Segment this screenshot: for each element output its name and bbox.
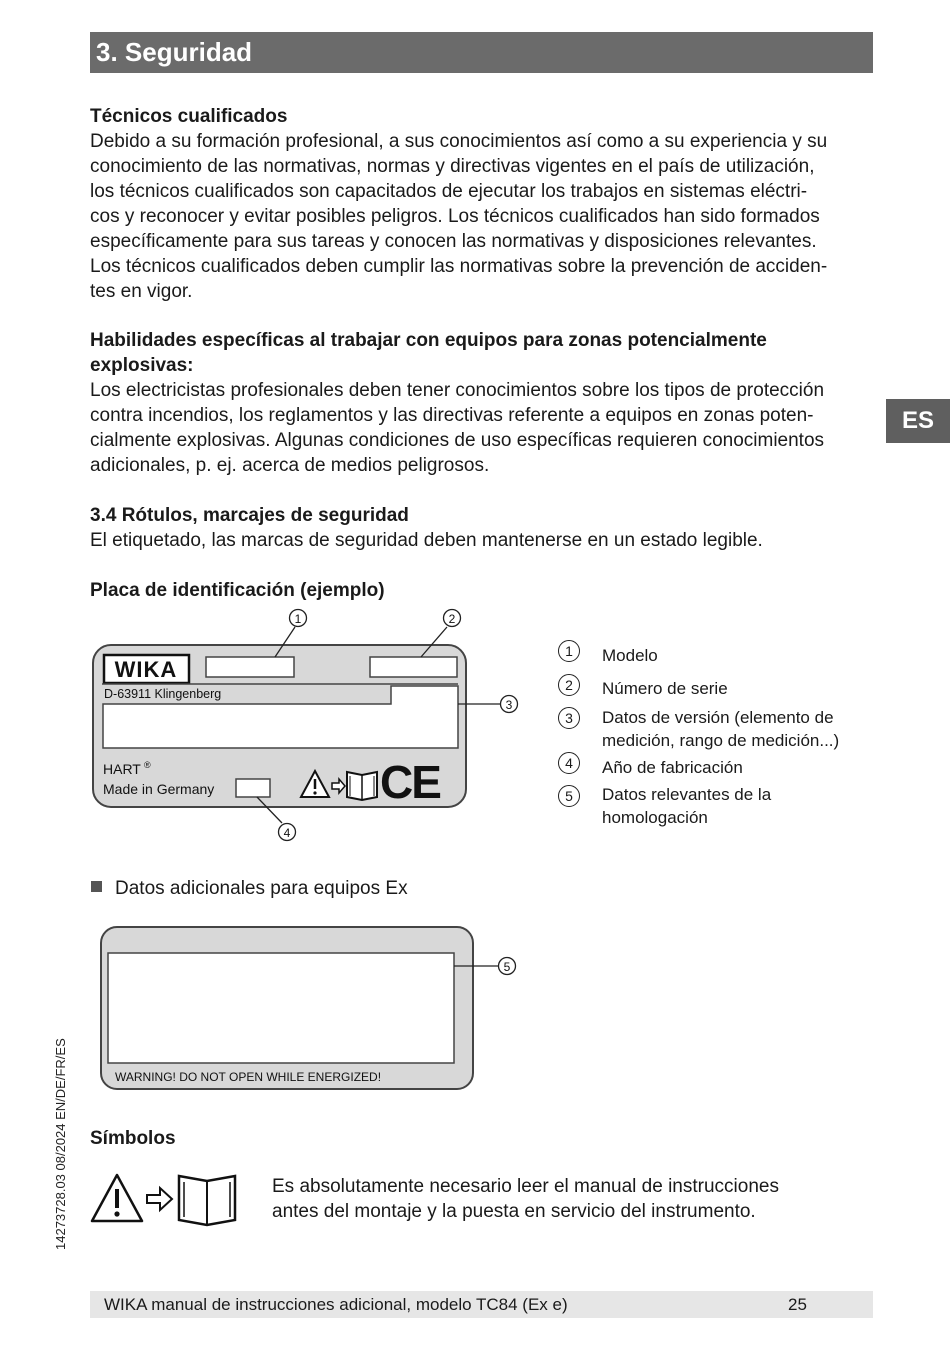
legend-number: 3: [558, 707, 580, 729]
legend-label: Número de serie: [602, 679, 728, 698]
year-field: [236, 779, 270, 797]
manual-book-icon: [347, 772, 377, 800]
text-line: antes del montaje y la puesta en servicio del instrumento.: [272, 1201, 756, 1222]
manual-book-icon: [179, 1176, 235, 1225]
address-text: D-63911 Klingenberg: [104, 687, 222, 701]
heading-habilidades: [90, 328, 767, 378]
callout-2-number: 2: [448, 612, 456, 626]
registered-mark: ®: [144, 760, 151, 770]
document-code: 14273728.03 08/2024 EN/DE/FR/ES: [53, 1038, 68, 1250]
text-line: cialmente explosivas. Algunas condiciones de uso específicas requieren conocimientos: [90, 430, 825, 451]
nameplate-legend: [558, 640, 878, 840]
text-line: Es absolutamente necesario leer el manual de instrucciones: [272, 1176, 779, 1197]
paragraph-rotulos: El etiquetado, las marcas de seguridad deben mantenerse en un estado legible.: [90, 530, 763, 551]
legend-number: 1: [558, 640, 580, 662]
legend-number: 2: [558, 674, 580, 696]
bullet-ex-text: Datos adicionales para equipos Ex: [115, 878, 408, 899]
text-line: tes en vigor.: [90, 281, 193, 302]
text-line: conocimiento de las normativas, normas y directivas vigentes en el país de utilización,: [90, 156, 815, 177]
text-line: los técnicos cualificados son capacitados de ejecutar los trabajos en sistemas eléctri-: [90, 181, 808, 202]
legend-label: homologación: [602, 808, 708, 827]
made-in-text: Made in Germany: [103, 781, 215, 797]
page-number: 25: [788, 1295, 807, 1314]
paragraph-tecnicos: [90, 129, 880, 304]
serial-field: [370, 657, 457, 677]
bullet-square-icon: [91, 881, 102, 892]
paragraph-simbolos: [272, 1174, 872, 1224]
model-field: [206, 657, 294, 677]
section-title: 3. Seguridad: [90, 32, 873, 73]
hart-text: HART: [103, 761, 141, 777]
text-line: adicionales, p. ej. acerca de medios peligrosos.: [90, 455, 490, 476]
wika-logo: WIKA: [114, 657, 178, 682]
arrow-right-icon: [147, 1188, 172, 1210]
callout-5-number: 5: [503, 960, 511, 974]
callout-1-number: 1: [294, 612, 302, 626]
text-line: Debido a su formación profesional, a sus conocimientos así como a su experiencia y su: [90, 131, 828, 152]
heading-rotulos: 3.4 Rótulos, marcajes de seguridad: [90, 505, 409, 526]
text-line: Los técnicos cualificados deben cumplir las normativas sobre la prevención de acciden-: [90, 256, 828, 277]
text-line: contra incendios, los reglamentos y las directivas referente a equipos en zonas poten-: [90, 405, 814, 426]
callout-3-number: 3: [505, 698, 513, 712]
footer-text: WIKA manual de instrucciones adicional, modelo TC84 (Ex e): [104, 1295, 568, 1314]
heading-simbolos: Símbolos: [90, 1128, 176, 1149]
heading-placa: Placa de identificación (ejemplo): [90, 580, 385, 601]
heading-line: Habilidades específicas al trabajar con equipos para zonas potencialmente: [90, 330, 767, 351]
legend-label: Modelo: [602, 646, 658, 665]
nameplate-diagram: [85, 600, 535, 850]
text-line: cos y reconocer y evitar posibles peligros. Los técnicos cualificados han sido formados: [90, 206, 820, 227]
legend-label: Datos de versión (elemento de: [602, 708, 834, 727]
approval-data-field: [108, 953, 454, 1063]
legend-label: Datos relevantes de la: [602, 785, 772, 804]
heading-tecnicos: Técnicos cualificados: [90, 106, 288, 127]
text-line: específicamente para sus tareas y conocen las normativas y disposiciones relevantes.: [90, 231, 817, 252]
legend-number: 5: [558, 785, 580, 807]
legend-number: 4: [558, 752, 580, 774]
read-manual-symbol: [88, 1168, 243, 1228]
language-tab: ES: [886, 399, 950, 443]
legend-label: medición, rango de medición...): [602, 731, 840, 750]
callout-4-number: 4: [283, 826, 291, 840]
footer: [90, 1291, 873, 1318]
ce-mark: CE: [380, 756, 440, 808]
ex-label-diagram: [95, 920, 525, 1100]
warning-triangle-icon: [92, 1175, 142, 1221]
paragraph-habilidades: [90, 378, 880, 478]
legend-label: Año de fabricación: [602, 758, 743, 777]
text-line: Los electricistas profesionales deben tener conocimientos sobre los tipos de protección: [90, 380, 825, 401]
heading-line: explosivas:: [90, 355, 194, 376]
warning-text: WARNING! DO NOT OPEN WHILE ENERGIZED!: [115, 1070, 382, 1084]
